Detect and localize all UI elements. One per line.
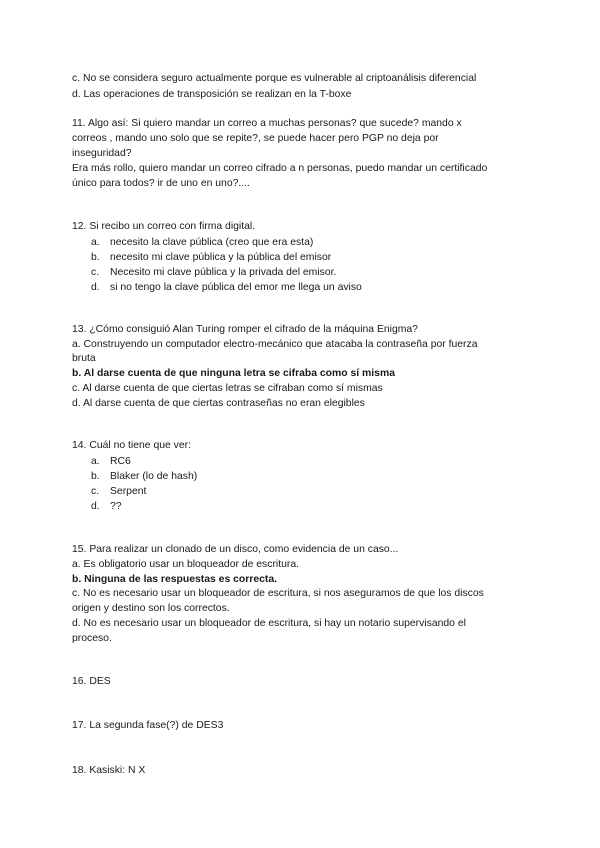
q11-line-3: inseguridad? (72, 148, 132, 159)
q15-option-c-line-1: c. No es necesario usar un bloqueador de escritura, si nos aseguramos de que los discos (72, 588, 484, 599)
q14-option-b-text: Blaker (lo de hash) (110, 471, 198, 482)
q16-title: 16. DES (72, 676, 111, 687)
q12-option-d-marker: d. (91, 282, 100, 293)
q14-option-d-marker: d. (91, 501, 100, 512)
q11-line-2: correos , mando uno solo que se repite?, se puede hacer pero PGP no deja por (72, 133, 439, 144)
q13-option-b-answer: b. Al darse cuenta de que ninguna letra se cifraba como sí misma (72, 368, 395, 379)
q15-option-a: a. Es obligatorio usar un bloqueador de escritura. (72, 559, 300, 570)
q14-option-d-text: ?? (110, 501, 122, 512)
q14-option-a-text: RC6 (110, 456, 131, 467)
q12-option-a-text: necesito la clave pública (creo que era esta) (110, 237, 314, 248)
q13-option-d: d. Al darse cuenta de que ciertas contraseñas no eran elegibles (72, 398, 365, 409)
q12-title: 12. Si recibo un correo con firma digital. (72, 221, 256, 232)
q12-option-a-marker: a. (91, 237, 100, 248)
q15-option-d-line-2: proceso. (72, 633, 112, 644)
q14-option-b-marker: b. (91, 471, 100, 482)
intro-option-d: d. Las operaciones de transposición se realizan en la T-boxe (72, 89, 352, 100)
q12-option-d-text: si no tengo la clave pública del emor me llega un aviso (110, 282, 362, 293)
q18-title: 18. Kasiski: N X (72, 765, 146, 776)
q15-option-c-line-2: origen y destino son los correctos. (72, 603, 230, 614)
q14-option-a-marker: a. (91, 456, 100, 467)
q12-option-b-marker: b. (91, 252, 100, 263)
q14-option-c-marker: c. (91, 486, 100, 497)
q14-title: 14. Cuál no tiene que ver: (72, 440, 191, 451)
q13-title: 13. ¿Cómo consiguió Alan Turing romper el cifrado de la máquina Enigma? (72, 324, 418, 335)
q11-line-1: 11. Algo así: Si quiero mandar un correo a muchas personas? que sucede? mando x (72, 118, 462, 129)
q15-option-d-line-1: d. No es necesario usar un bloqueador de escritura, si hay un notario supervisando el (72, 618, 466, 629)
q11-line-4: Era más rollo, quiero mandar un correo cifrado a n personas, puedo mandar un certificado (72, 163, 488, 174)
q12-option-b-text: necesito mi clave pública y la pública del emisor (110, 252, 332, 263)
q13-option-a-line-2: bruta (72, 353, 96, 364)
q13-option-c: c. Al darse cuenta de que ciertas letras se cifraban como sí mismas (72, 383, 383, 394)
q12-option-c-text: Necesito mi clave pública y la privada del emisor. (110, 267, 337, 278)
q12-option-c-marker: c. (91, 267, 100, 278)
q15-option-b-answer: b. Ninguna de las respuestas es correcta. (72, 574, 278, 585)
q13-option-a-line-1: a. Construyendo un computador electro-mecánico que atacaba la contraseña por fuerza (72, 339, 478, 350)
q17-title: 17. La segunda fase(?) de DES3 (72, 720, 224, 731)
intro-option-c: c. No se considera seguro actualmente porque es vulnerable al criptoanálisis diferencial (72, 73, 477, 84)
q11-line-5: único para todos? ir de uno en uno?.... (72, 178, 250, 189)
q14-option-c-text: Serpent (110, 486, 147, 497)
q15-title: 15. Para realizar un clonado de un disco, como evidencia de un caso... (72, 544, 399, 555)
